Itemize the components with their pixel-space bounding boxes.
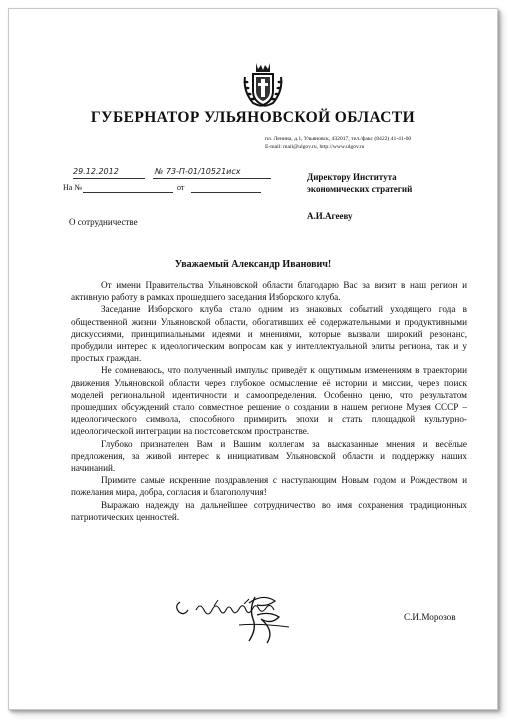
signer-name: С.И.Морозов: [404, 612, 456, 622]
reference-number-label: На №: [63, 183, 82, 192]
paragraph: От имени Правительства Ульяновской области благодарю Вас за визит в наш регион и активную работу в рамках прошедшего заседания Изборского клуба.: [71, 280, 467, 303]
paragraph: Выражаю надежду на дальнейшее сотрудничество во имя сохранения традиционных патриотических ценностей.: [71, 499, 467, 522]
letter-body: [71, 279, 467, 523]
postal-address: пл. Ленина, д.1, Ульяновск, 432017, тел./факс (8422) 41-41-60: [265, 136, 412, 142]
date-line: [73, 178, 145, 179]
paragraph: Заседание Изборского клуба стало одним из знаковых событий уходящего года в общественной жизни Ульяновской области, обогативших её содержательными и продуктивными дискуссиями, принципиальными идеями и мнениями, которые вызвали широкий резонанс, пробудили интерес к идеологическим вопросам как у интеллектуальной элиты региона, так и у простых граждан.: [71, 304, 467, 364]
paragraph: Не сомневаюсь, что полученный импульс приведёт к ощутимым изменениям в траектории движения Ульяновской области через глубокое осмысление её истории и миссии, через поиск моделей региональной идентичности и самоопределения. Особенно ценю, что результатом прошедших обсуждений стало совместное решение о создании в нашем регионе Музея СССР – идеологического символа, способного примирить эпохи и стать площадкой культурно-идеологической интеграции на постсоветском пространстве.: [71, 365, 467, 437]
email-website: E-mail: mail@ulgov.ru, http://www.ulgov.ru: [265, 144, 365, 150]
letter-subject: О сотрудничестве: [69, 217, 138, 227]
coat-of-arms-icon: [241, 61, 285, 107]
handwritten-number: № 73-П-01/10521исх: [155, 167, 241, 176]
signature: [219, 589, 309, 649]
paragraph: Глубоко признателен Вам и Вашим коллегам за высказанные мнения и весёлые предложения, за живой интерес к инициативам Ульяновской области и поддержку наших начинаний.: [71, 438, 467, 474]
recipient-position: [307, 171, 412, 195]
recipient-line1: Директору Института: [307, 172, 397, 182]
salutation: Уважаемый Александр Иванович!: [174, 259, 332, 270]
governor-title: ГУБЕРНАТОР УЛЬЯНОВСКОЙ ОБЛАСТИ: [90, 109, 416, 126]
reference-date-label: от: [177, 183, 185, 192]
letter-page: [8, 8, 498, 710]
contact-block: [265, 135, 411, 151]
handwritten-date: 29.12.2012: [73, 167, 119, 176]
recipient-line2: экономических стратегий: [307, 184, 413, 194]
reference-number-line: [83, 192, 173, 193]
paragraph: Примите самые искренние поздравления с наступающим Новым годом и Рождеством и пожелания мира, добра, согласия и благополучия!: [71, 475, 467, 498]
reference-date-line: [191, 192, 261, 193]
recipient-name: А.И.Агееву: [307, 211, 353, 221]
number-line: [153, 178, 271, 179]
